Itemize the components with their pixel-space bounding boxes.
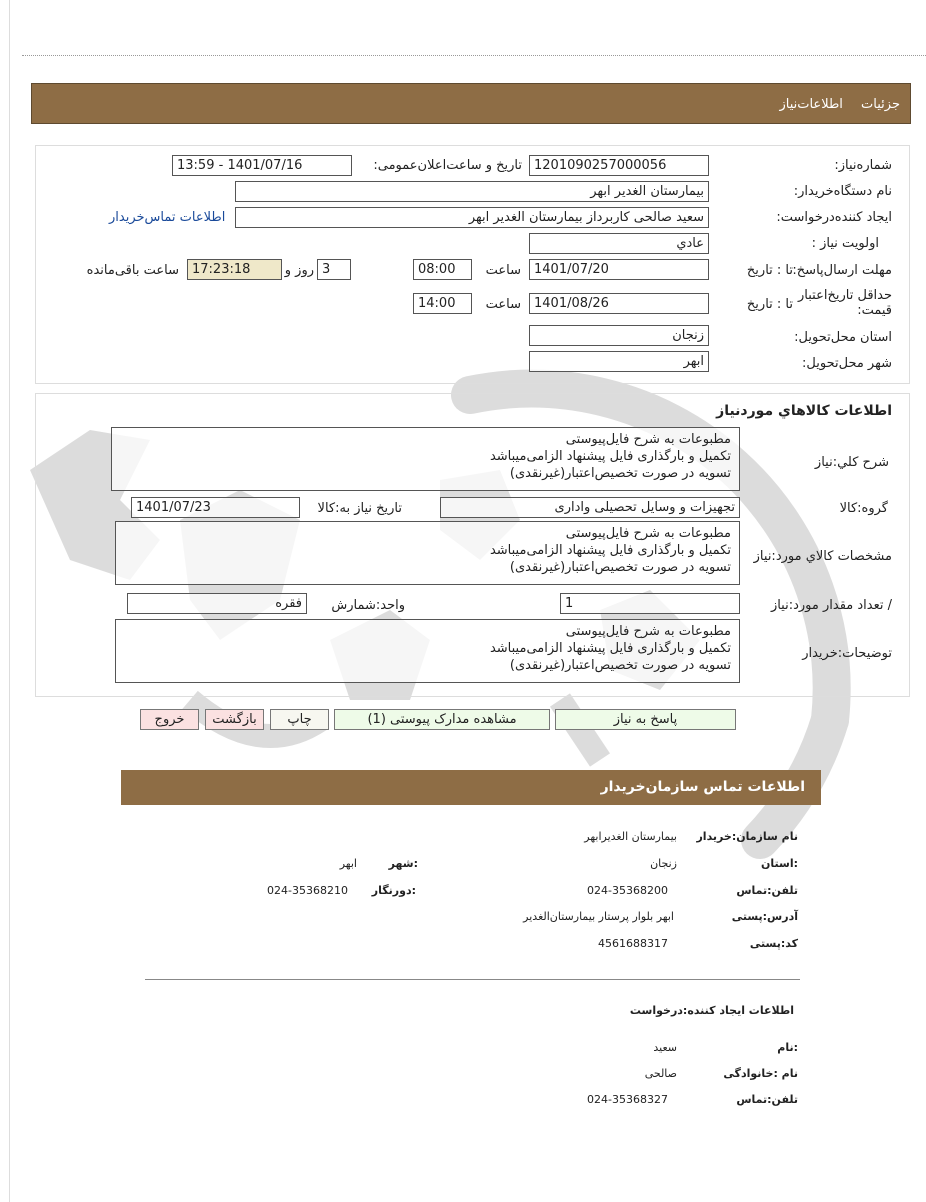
goods-section-title: اطلاعات کالاهاي موردنیاز — [716, 403, 892, 419]
buyer-org-label: نام دستگاه‌خریدار: — [793, 184, 892, 199]
need-date-field: 1401/07/23 — [131, 497, 300, 518]
priority-label: اولویت نیاز : — [811, 236, 879, 251]
validity-time-field: 14:00 — [413, 293, 472, 314]
summary-box — [111, 427, 740, 491]
buyer-contact-link[interactable]: اطلاعات تماس‌خریدار — [109, 210, 226, 225]
attachments-button[interactable]: مشاهده مدارک پیوستی (1) — [334, 709, 550, 730]
address-label: آدرس:پستی — [731, 910, 798, 923]
contact-city-label: :شهر — [388, 857, 418, 870]
fax-label: :دورنگار — [371, 884, 416, 897]
validity-hour-label: ساعت — [485, 297, 521, 312]
summary-line-1: مطبوعات به شرح فایل‌پیوستی — [565, 432, 731, 447]
spec-line-2: تکمیل و بارگذاری فایل پیشنهاد الزامی‌میباشد — [489, 543, 731, 558]
print-button[interactable]: چاپ — [270, 709, 329, 730]
announce-date-label: تاریخ و ساعت‌اعلان‌عمومی: — [373, 158, 522, 173]
province-field: زنجان — [529, 325, 709, 346]
goods-group-field: تجهیزات و وسایل تحصیلی واداری — [440, 497, 740, 518]
spec-label: مشخصات کالاي مورد:نیاز — [753, 549, 892, 564]
buyer-org-field: بیمارستان الغدیر ابهر — [235, 181, 709, 202]
remaining-time-field: 17:23:18 — [187, 259, 282, 280]
notes-line-2: تکمیل و بارگذاری فایل پیشنهاد الزامی‌میباشد — [489, 641, 731, 656]
spec-line-1: مطبوعات به شرح فایل‌پیوستی — [565, 526, 731, 541]
need-number-label: شماره‌نیاز: — [834, 158, 892, 173]
priority-field: عادي — [529, 233, 709, 254]
notes-box — [115, 619, 740, 683]
validity-date-field: 1401/08/26 — [529, 293, 709, 314]
summary-line-2: تکمیل و بارگذاری فایل پیشنهاد الزامی‌میباشد — [489, 449, 731, 464]
creator-phone-value: 024-35368327 — [587, 1093, 668, 1106]
need-number-field: 1201090257000056 — [529, 155, 709, 176]
contact-phone-label: تلفن:تماس — [736, 884, 798, 897]
contact-province-label: :استان — [761, 857, 798, 870]
address-value: ابهر بلوار پرستار بیمارستان‌الغدیر — [523, 910, 674, 923]
creator-phone-label: تلفن:تماس — [736, 1093, 798, 1106]
deadline-hour-label: ساعت — [485, 263, 521, 278]
creator-family-label: نام :خانوادگی — [723, 1067, 798, 1080]
org-name-label: نام سازمان:خریدار — [696, 830, 798, 843]
unit-field: فقره — [127, 593, 307, 614]
notes-label: توضیحات:خریدار — [802, 646, 892, 661]
province-label: استان محل‌تحویل: — [794, 330, 892, 345]
contact-section-header — [121, 770, 821, 805]
deadline-time-field: 08:00 — [413, 259, 472, 280]
org-name-value: بیمارستان الغدیرابهر — [584, 830, 677, 843]
spec-line-3: تسویه در صورت تخصیص‌اعتبار(غیرنقدی) — [509, 560, 731, 575]
quantity-field: 1 — [560, 593, 740, 614]
tab-need-info[interactable]: اطلاعات‌نیاز — [779, 97, 843, 112]
summary-label: شرح کلي:نیاز — [814, 455, 889, 470]
deadline-label: مهلت ارسال‌پاسخ: — [792, 263, 892, 278]
postal-code-value: 4561688317 — [598, 937, 668, 950]
creator-family-value: صالحی — [644, 1067, 677, 1080]
contact-province-value: زنجان — [650, 857, 677, 870]
tab-details[interactable]: جزئیات — [861, 97, 900, 112]
validity-to-date-label: تا : تاریخ — [746, 297, 793, 312]
need-date-label: تاریخ نیاز به:کالا — [317, 501, 402, 516]
days-label: روز و — [284, 263, 314, 278]
spec-box — [115, 521, 740, 585]
exit-button[interactable]: خروج — [140, 709, 199, 730]
validity-label: حداقل تاریخ‌اعتبار قیمت: — [798, 288, 892, 318]
contact-city-value: ابهر — [339, 857, 357, 870]
contact-divider — [145, 979, 800, 980]
summary-line-3: تسویه در صورت تخصیص‌اعتبار(غیرنقدی) — [509, 466, 731, 481]
fax-value: 024-35368210 — [267, 884, 348, 897]
reply-button[interactable]: پاسخ به نیاز — [555, 709, 736, 730]
notes-line-1: مطبوعات به شرح فایل‌پیوستی — [565, 624, 731, 639]
left-border — [9, 0, 10, 1202]
unit-label: واحد:شمارش — [331, 598, 405, 613]
creator-label: ایجاد کننده‌درخواست: — [776, 210, 892, 225]
postal-code-label: کد:پستی — [749, 937, 798, 950]
quantity-label: / تعداد مقدار مورد:نیاز — [770, 598, 892, 613]
contact-phone-value: 024-35368200 — [587, 884, 668, 897]
creator-info-title: اطلاعات ایجاد کننده:درخواست — [629, 1004, 794, 1017]
deadline-date-field: 1401/07/20 — [529, 259, 709, 280]
page-header — [31, 83, 911, 124]
back-button[interactable]: بازگشت — [205, 709, 264, 730]
city-field: ابهر — [529, 351, 709, 372]
creator-name-value: سعید — [653, 1041, 677, 1054]
announce-date-field: 1401/07/16 - 13:59 — [172, 155, 352, 176]
top-divider — [22, 55, 926, 56]
city-label: شهر محل‌تحویل: — [802, 356, 892, 371]
notes-line-3: تسویه در صورت تخصیص‌اعتبار(غیرنقدی) — [509, 658, 731, 673]
creator-field: سعید صالحی کاربرداز بیمارستان الغدیر ابهر — [235, 207, 709, 228]
remaining-time-label: ساعت باقی‌مانده — [86, 263, 179, 278]
creator-name-label: :نام — [777, 1041, 798, 1054]
goods-group-label: گروه:کالا — [839, 501, 888, 516]
contact-section-title: اطلاعات تماس سازمان‌خریدار — [600, 779, 805, 795]
days-remaining-field: 3 — [317, 259, 351, 280]
deadline-to-date-label: تا : تاریخ — [746, 263, 793, 278]
